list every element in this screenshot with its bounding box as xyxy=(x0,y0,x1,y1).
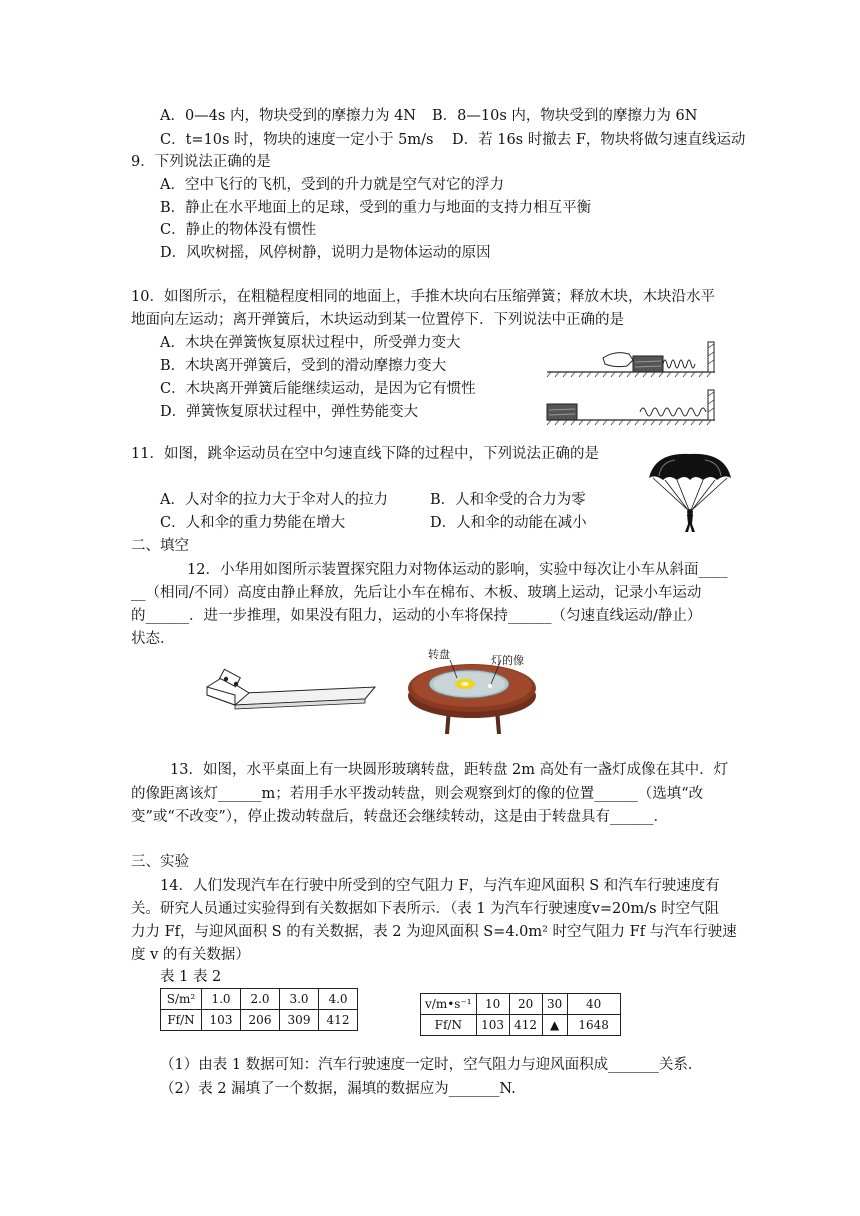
q11-option-c: C．人和伞的重力势能在增大 xyxy=(160,515,346,531)
q12-line2: __（相同/不同）高度由静止释放，先后让小车在棉布、木板、玻璃上运动，记录小车运动 xyxy=(131,585,702,601)
table-1-cell: 4.0 xyxy=(319,989,358,1010)
table-2-cell: Ff/N xyxy=(421,1015,477,1036)
q11-stem: 11．如图，跳伞运动员在空中匀速直线下降的过程中，下列说法正确的是 xyxy=(131,446,599,462)
q9-option-c: C．静止的物体没有惯性 xyxy=(160,222,317,238)
q9-option-b: B．静止在水平地面上的足球，受到的重力与地面的支持力相互平衡 xyxy=(160,200,592,216)
table-2-cell: ▲ xyxy=(542,1015,567,1036)
section-3-heading: 三、实验 xyxy=(131,854,189,870)
table-2-cell: 10 xyxy=(476,994,509,1015)
table-2-head-row xyxy=(421,994,621,1015)
q13-line1: 13．如图，水平桌面上有一块圆形玻璃转盘，距转盘 2m 高处有一盏灯成像在其中．灯 xyxy=(170,762,729,778)
q10-option-c: C．木块离开弹簧后能继续运动，是因为它有惯性 xyxy=(160,381,476,397)
q13-line2: 的像距离该灯______m；若用手水平拨动转盘，则会观察到灯的像的位置______（选填“改 xyxy=(131,786,704,802)
q10-option-d: D．弹簧恢复原状过程中，弹性势能变大 xyxy=(160,404,419,420)
q14-line3: 力力 Ff，与迎风面积 S 的有关数据，表 2 为迎风面积 S=4.0m² 时空气阻力 Ff 与汽车行驶速 xyxy=(131,924,737,940)
q10-option-b: B．木块离开弹簧后，受到的滑动摩擦力变大 xyxy=(160,358,447,374)
section-2-heading: 二、填空 xyxy=(131,538,189,554)
table-1-cell: 206 xyxy=(241,1010,280,1031)
q8-option-c: C．t=10s 时，物块的速度一定小于 5m/s xyxy=(160,132,434,148)
table-2 xyxy=(420,993,621,1036)
q8-option-a: A．0—4s 内，物块受到的摩擦力为 4N xyxy=(160,108,416,124)
turntable-label: 转盘 xyxy=(428,648,450,661)
q12-line3: 的______．进一步推理，如果没有阻力，运动的小车将保持______（匀速直线运动/静止） xyxy=(131,608,702,624)
table-1-cell: Ff/N xyxy=(161,1010,202,1031)
table-2-cell: 103 xyxy=(476,1015,509,1036)
q14-line2: 关。研究人员通过实验得到有关数据如下表所示．（表 1 为汽车行驶速度v=20m/s 时空气阻 xyxy=(131,901,720,917)
q13-line3: 变”或“不改变”），停止拨动转盘后，转盘还会继续转动，这是由于转盘具有______． xyxy=(131,809,668,825)
q10-stem-line2: 地面向左运动；离开弹簧后，木块运动到某一位置停下．下列说法中正确的是 xyxy=(131,312,624,328)
table-2-cell: 20 xyxy=(509,994,542,1015)
lamp-image-label: 灯的像 xyxy=(491,654,524,667)
table-2-cell: 1648 xyxy=(567,1015,620,1036)
table-1-head-row xyxy=(161,989,358,1010)
table-1 xyxy=(160,988,358,1031)
table-1-data-row xyxy=(161,1010,358,1031)
table-1-cell: 103 xyxy=(202,1010,241,1031)
ramp-cart-figure xyxy=(205,665,380,715)
table-1-cell: 412 xyxy=(319,1010,358,1031)
spring-block-figure xyxy=(545,340,720,430)
q14-sub1: （1）由表 1 数据可知：汽车行驶速度一定时，空气阻力与迎风面积成_______关系． xyxy=(160,1057,703,1073)
table-2-cell: v/m•s⁻¹ xyxy=(421,994,477,1015)
q9-stem: 9．下列说法正确的是 xyxy=(131,154,271,170)
q14-line1: 14．人们发现汽车在行驶中所受到的空气阻力 F，与汽车迎风面积 S 和汽车行驶速度有 xyxy=(160,878,720,894)
table-2-cell: 40 xyxy=(567,994,620,1015)
q8-option-b: B．8—10s 内，物块受到的摩擦力为 6N xyxy=(432,108,698,124)
q11-option-d: D．人和伞的动能在减小 xyxy=(430,515,587,531)
q14-sub2: （2）表 2 漏填了一个数据，漏填的数据应为_______N. xyxy=(160,1081,516,1097)
parachute-figure xyxy=(645,450,735,535)
q9-option-a: A．空中飞行的飞机，受到的升力就是空气对它的浮力 xyxy=(160,177,504,193)
table-1-cell: 1.0 xyxy=(202,989,241,1010)
q10-stem-line1: 10．如图所示，在粗糙程度相同的地面上，手推木块向右压缩弹簧；释放木块，木块沿水平 xyxy=(131,289,715,305)
q10-option-a: A．木块在弹簧恢复原状过程中，所受弹力变大 xyxy=(160,335,461,351)
q14-line4: 度 v 的有关数据） xyxy=(131,947,250,963)
table-1-cell: 3.0 xyxy=(280,989,319,1010)
q8-option-d: D．若 16s 时撤去 F，物块将做匀速直线运动 xyxy=(452,132,746,148)
table-1-cell: 309 xyxy=(280,1010,319,1031)
q11-option-b: B．人和伞受的合力为零 xyxy=(430,492,586,508)
q11-option-a: A．人对伞的拉力大于伞对人的拉力 xyxy=(160,492,388,508)
table-2-cell: 30 xyxy=(542,994,567,1015)
table-2-cell: 412 xyxy=(509,1015,542,1036)
tables-caption: 表 1 表 2 xyxy=(160,969,222,985)
q12-line1: 12．小华用如图所示装置探究阻力对物体运动的影响，实验中每次让小车从斜面____ xyxy=(187,562,728,578)
q12-line4: 状态． xyxy=(131,631,175,647)
table-1-cell: 2.0 xyxy=(241,989,280,1010)
q9-option-d: D．风吹树摇，风停树静，说明力是物体运动的原因 xyxy=(160,245,491,261)
table-2-data-row xyxy=(421,1015,621,1036)
table-1-cell: S/m² xyxy=(161,989,202,1010)
